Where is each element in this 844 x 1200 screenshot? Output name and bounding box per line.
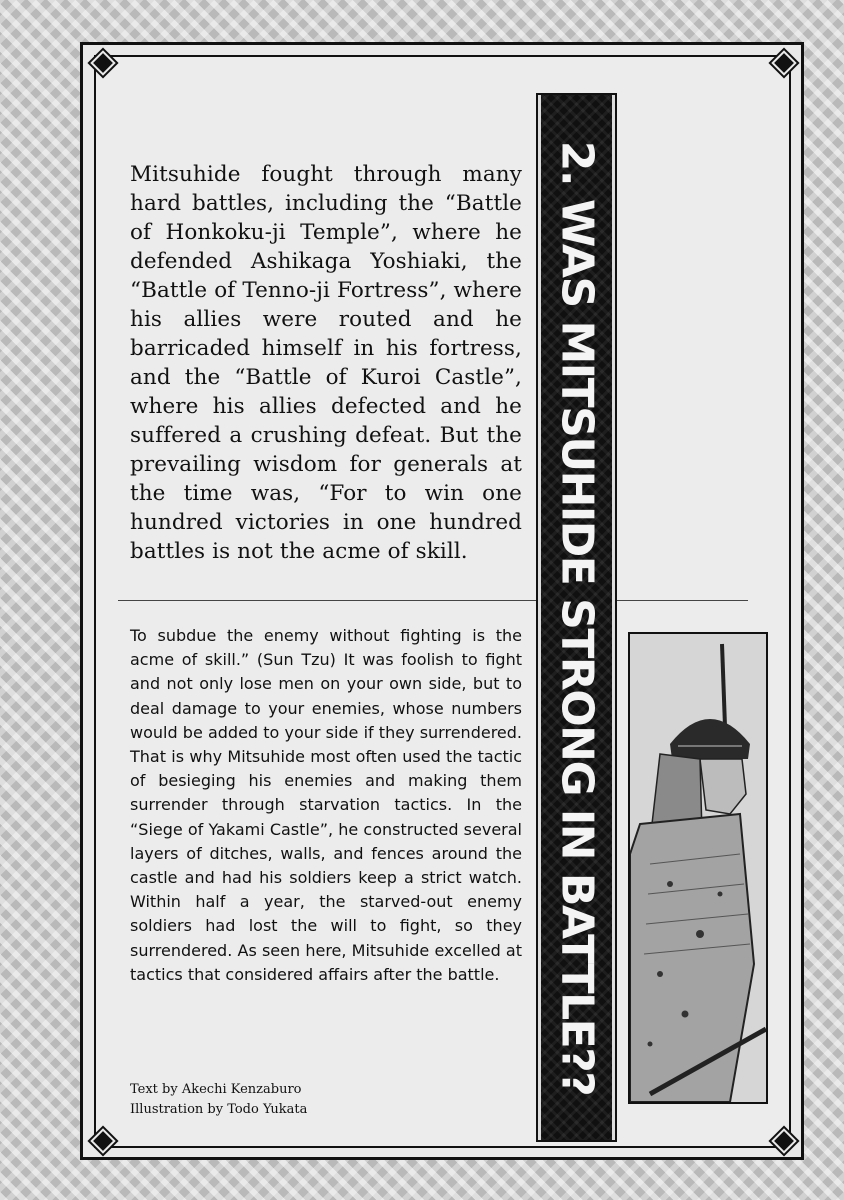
credit-illustrator: Illustration by Todo Yukata: [130, 1102, 308, 1117]
credit-text-author: Text by Akechi Kenzaburo: [130, 1082, 302, 1097]
vertical-title-banner: [538, 95, 615, 1140]
credits-block: [130, 1080, 307, 1120]
section-title: 2. WAS MITSUHIDE STRONG IN BATTLE??: [551, 140, 602, 1095]
section-divider: [118, 600, 748, 601]
article-paragraph-1: Mitsuhide fought through many hard battles, including the “Battle of Honkoku-ji Temple”, where he defended Ashikaga Yoshiaki, the “Battle of Tenno-ji Fortress”, where his allies were routed and he barricaded himself in his fortress, and the “Battle of Kuroi Castle”, where his allies defected and he suffered a crushing defeat. But the prevailing wisdom for generals at the time was, “For to win one hundred victories in one hundred battles is not the acme of skill.: [130, 162, 522, 564]
article-paragraph-2: To subdue the enemy without fighting is the acme of skill.” (Sun Tzu) It was foolish to fight and not only lose men on your own side, but to deal damage to your enemies, whose numbers would be added to your side if they surrendered. That is why Mitsuhide most often used the tactic of besieging his enemies and making them surrender through starvation tactics. In the “Siege of Yakami Castle”, he constructed several layers of ditches, walls, and fences around the castle and had his soldiers keep a strict watch. Within half a year, the starved-out enemy soldiers had lost the will to fight, so they surrendered. As seen here, Mitsuhide excelled at tactics that considered affairs after the battle.: [130, 626, 522, 984]
samurai-illustration: [628, 632, 768, 1104]
samurai-drawing: [630, 634, 766, 1102]
